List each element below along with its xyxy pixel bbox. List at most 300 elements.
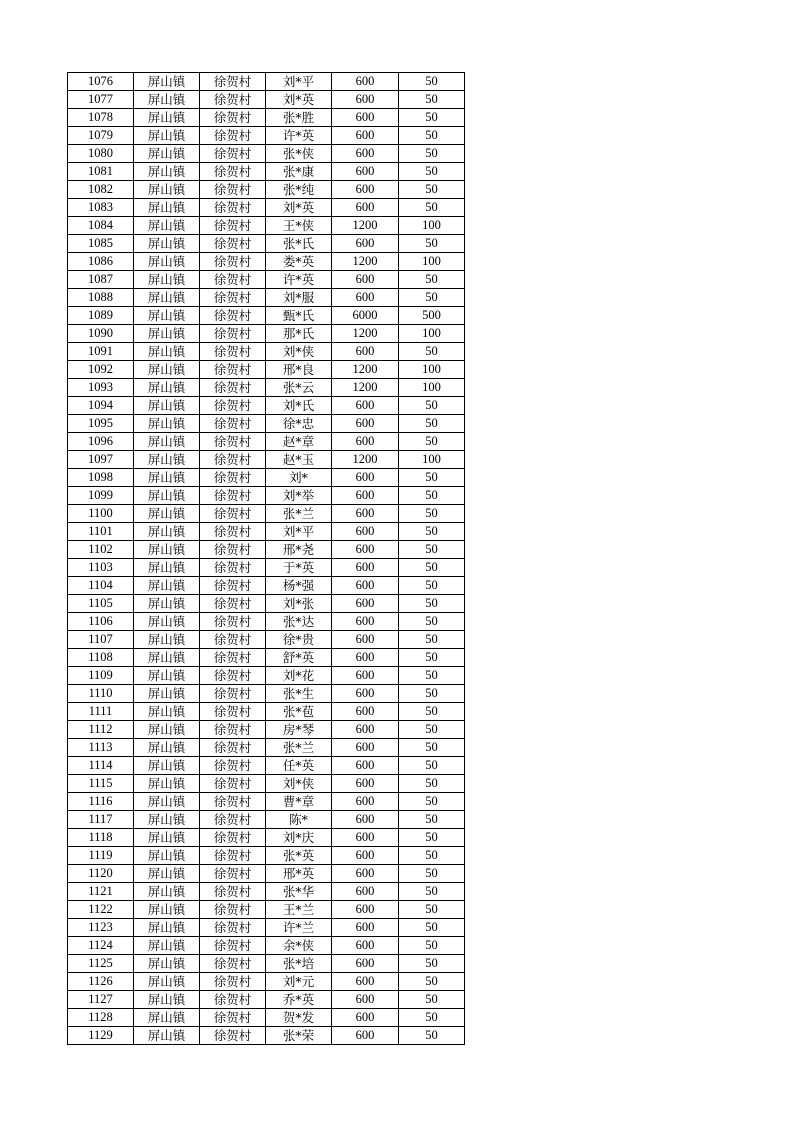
amount-cell: 600: [332, 109, 399, 127]
town-cell: 屏山镇: [134, 1009, 200, 1027]
count-cell: 50: [399, 901, 465, 919]
town-cell: 屏山镇: [134, 703, 200, 721]
name-cell: 刘*庆: [266, 829, 332, 847]
row-number-cell: 1114: [68, 757, 134, 775]
table-row: [68, 667, 465, 685]
count-cell: 50: [399, 577, 465, 595]
table-row: [68, 955, 465, 973]
row-number-cell: 1111: [68, 703, 134, 721]
count-cell: 100: [399, 253, 465, 271]
town-cell: 屏山镇: [134, 973, 200, 991]
name-cell: 刘*英: [266, 91, 332, 109]
village-cell: 徐贺村: [200, 775, 266, 793]
amount-cell: 600: [332, 847, 399, 865]
count-cell: 50: [399, 541, 465, 559]
town-cell: 屏山镇: [134, 505, 200, 523]
village-cell: 徐贺村: [200, 613, 266, 631]
town-cell: 屏山镇: [134, 865, 200, 883]
village-cell: 徐贺村: [200, 847, 266, 865]
town-cell: 屏山镇: [134, 955, 200, 973]
count-cell: 50: [399, 523, 465, 541]
town-cell: 屏山镇: [134, 73, 200, 91]
amount-cell: 600: [332, 595, 399, 613]
town-cell: 屏山镇: [134, 307, 200, 325]
name-cell: 张*苞: [266, 703, 332, 721]
amount-cell: 1200: [332, 379, 399, 397]
village-cell: 徐贺村: [200, 271, 266, 289]
name-cell: 张*纯: [266, 181, 332, 199]
name-cell: 刘*花: [266, 667, 332, 685]
village-cell: 徐贺村: [200, 955, 266, 973]
village-cell: 徐贺村: [200, 721, 266, 739]
amount-cell: 600: [332, 469, 399, 487]
village-cell: 徐贺村: [200, 757, 266, 775]
count-cell: 100: [399, 451, 465, 469]
row-number-cell: 1096: [68, 433, 134, 451]
name-cell: 张*英: [266, 847, 332, 865]
table-row: [68, 973, 465, 991]
count-cell: 50: [399, 685, 465, 703]
amount-cell: 600: [332, 739, 399, 757]
village-cell: 徐贺村: [200, 163, 266, 181]
amount-cell: 600: [332, 811, 399, 829]
count-cell: 50: [399, 955, 465, 973]
amount-cell: 600: [332, 919, 399, 937]
row-number-cell: 1110: [68, 685, 134, 703]
row-number-cell: 1112: [68, 721, 134, 739]
town-cell: 屏山镇: [134, 721, 200, 739]
table-row: [68, 685, 465, 703]
row-number-cell: 1093: [68, 379, 134, 397]
amount-cell: 600: [332, 1009, 399, 1027]
count-cell: 50: [399, 469, 465, 487]
count-cell: 50: [399, 883, 465, 901]
amount-cell: 600: [332, 883, 399, 901]
amount-cell: 600: [332, 757, 399, 775]
row-number-cell: 1124: [68, 937, 134, 955]
village-cell: 徐贺村: [200, 343, 266, 361]
count-cell: 50: [399, 919, 465, 937]
name-cell: 张*康: [266, 163, 332, 181]
amount-cell: 600: [332, 775, 399, 793]
amount-cell: 600: [332, 685, 399, 703]
town-cell: 屏山镇: [134, 271, 200, 289]
table-row: [68, 559, 465, 577]
row-number-cell: 1122: [68, 901, 134, 919]
table-row: [68, 271, 465, 289]
row-number-cell: 1097: [68, 451, 134, 469]
count-cell: 50: [399, 703, 465, 721]
town-cell: 屏山镇: [134, 775, 200, 793]
row-number-cell: 1078: [68, 109, 134, 127]
amount-cell: 600: [332, 91, 399, 109]
village-cell: 徐贺村: [200, 685, 266, 703]
table-row: [68, 541, 465, 559]
table-row: [68, 811, 465, 829]
name-cell: 房*琴: [266, 721, 332, 739]
amount-cell: 1200: [332, 325, 399, 343]
row-number-cell: 1090: [68, 325, 134, 343]
row-number-cell: 1085: [68, 235, 134, 253]
table-row: [68, 181, 465, 199]
row-number-cell: 1089: [68, 307, 134, 325]
name-cell: 刘*平: [266, 523, 332, 541]
row-number-cell: 1087: [68, 271, 134, 289]
table-row: [68, 397, 465, 415]
name-cell: 张*侠: [266, 145, 332, 163]
count-cell: 50: [399, 937, 465, 955]
village-cell: 徐贺村: [200, 919, 266, 937]
table-row: [68, 631, 465, 649]
village-cell: 徐贺村: [200, 199, 266, 217]
count-cell: 50: [399, 235, 465, 253]
village-cell: 徐贺村: [200, 865, 266, 883]
table-row: [68, 127, 465, 145]
table-row: [68, 775, 465, 793]
row-number-cell: 1095: [68, 415, 134, 433]
table-row: [68, 793, 465, 811]
village-cell: 徐贺村: [200, 235, 266, 253]
name-cell: 刘*平: [266, 73, 332, 91]
name-cell: 许*英: [266, 127, 332, 145]
town-cell: 屏山镇: [134, 127, 200, 145]
count-cell: 50: [399, 181, 465, 199]
amount-cell: 600: [332, 523, 399, 541]
name-cell: 乔*英: [266, 991, 332, 1009]
table-row: [68, 145, 465, 163]
table-row: [68, 721, 465, 739]
name-cell: 许*兰: [266, 919, 332, 937]
village-cell: 徐贺村: [200, 433, 266, 451]
town-cell: 屏山镇: [134, 757, 200, 775]
count-cell: 50: [399, 397, 465, 415]
village-cell: 徐贺村: [200, 307, 266, 325]
amount-cell: 600: [332, 505, 399, 523]
name-cell: 邢*尧: [266, 541, 332, 559]
town-cell: 屏山镇: [134, 199, 200, 217]
table-row: [68, 703, 465, 721]
count-cell: 50: [399, 613, 465, 631]
village-cell: 徐贺村: [200, 649, 266, 667]
town-cell: 屏山镇: [134, 559, 200, 577]
table-row: [68, 487, 465, 505]
name-cell: 娄*英: [266, 253, 332, 271]
row-number-cell: 1117: [68, 811, 134, 829]
amount-cell: 600: [332, 235, 399, 253]
amount-cell: 600: [332, 973, 399, 991]
amount-cell: 600: [332, 559, 399, 577]
name-cell: 张*荣: [266, 1027, 332, 1045]
count-cell: 50: [399, 559, 465, 577]
village-cell: 徐贺村: [200, 397, 266, 415]
village-cell: 徐贺村: [200, 253, 266, 271]
count-cell: 100: [399, 361, 465, 379]
amount-cell: 600: [332, 703, 399, 721]
name-cell: 王*侠: [266, 217, 332, 235]
town-cell: 屏山镇: [134, 91, 200, 109]
amount-cell: 1200: [332, 361, 399, 379]
town-cell: 屏山镇: [134, 469, 200, 487]
row-number-cell: 1106: [68, 613, 134, 631]
row-number-cell: 1079: [68, 127, 134, 145]
name-cell: 张*兰: [266, 505, 332, 523]
town-cell: 屏山镇: [134, 163, 200, 181]
name-cell: 刘*侠: [266, 343, 332, 361]
village-cell: 徐贺村: [200, 91, 266, 109]
name-cell: 张*氏: [266, 235, 332, 253]
town-cell: 屏山镇: [134, 415, 200, 433]
count-cell: 50: [399, 487, 465, 505]
count-cell: 500: [399, 307, 465, 325]
village-cell: 徐贺村: [200, 523, 266, 541]
table-row: [68, 217, 465, 235]
village-cell: 徐贺村: [200, 505, 266, 523]
town-cell: 屏山镇: [134, 613, 200, 631]
village-cell: 徐贺村: [200, 109, 266, 127]
town-cell: 屏山镇: [134, 235, 200, 253]
village-cell: 徐贺村: [200, 739, 266, 757]
village-cell: 徐贺村: [200, 127, 266, 145]
amount-cell: 600: [332, 127, 399, 145]
town-cell: 屏山镇: [134, 631, 200, 649]
name-cell: 刘*举: [266, 487, 332, 505]
village-cell: 徐贺村: [200, 991, 266, 1009]
name-cell: 邢*英: [266, 865, 332, 883]
amount-cell: 600: [332, 901, 399, 919]
table-row: [68, 379, 465, 397]
count-cell: 50: [399, 145, 465, 163]
count-cell: 50: [399, 667, 465, 685]
amount-cell: 600: [332, 163, 399, 181]
amount-cell: 1200: [332, 253, 399, 271]
name-cell: 张*胜: [266, 109, 332, 127]
name-cell: 刘*元: [266, 973, 332, 991]
name-cell: 张*云: [266, 379, 332, 397]
name-cell: 徐*忠: [266, 415, 332, 433]
name-cell: 张*达: [266, 613, 332, 631]
table-row: [68, 523, 465, 541]
village-cell: 徐贺村: [200, 577, 266, 595]
name-cell: 赵*章: [266, 433, 332, 451]
amount-cell: 600: [332, 541, 399, 559]
name-cell: 刘*侠: [266, 775, 332, 793]
row-number-cell: 1104: [68, 577, 134, 595]
row-number-cell: 1123: [68, 919, 134, 937]
town-cell: 屏山镇: [134, 847, 200, 865]
town-cell: 屏山镇: [134, 919, 200, 937]
row-number-cell: 1126: [68, 973, 134, 991]
table-row: [68, 325, 465, 343]
amount-cell: 600: [332, 865, 399, 883]
name-cell: 刘*氏: [266, 397, 332, 415]
row-number-cell: 1101: [68, 523, 134, 541]
table-row: [68, 451, 465, 469]
village-cell: 徐贺村: [200, 541, 266, 559]
row-number-cell: 1094: [68, 397, 134, 415]
table-row: [68, 91, 465, 109]
table-row: [68, 433, 465, 451]
name-cell: 曹*章: [266, 793, 332, 811]
amount-cell: 600: [332, 937, 399, 955]
town-cell: 屏山镇: [134, 937, 200, 955]
table-row: [68, 1027, 465, 1045]
amount-cell: 600: [332, 73, 399, 91]
town-cell: 屏山镇: [134, 145, 200, 163]
table-row: [68, 649, 465, 667]
table-row: [68, 307, 465, 325]
name-cell: 张*华: [266, 883, 332, 901]
count-cell: 50: [399, 739, 465, 757]
count-cell: 50: [399, 793, 465, 811]
amount-cell: 600: [332, 829, 399, 847]
name-cell: 于*英: [266, 559, 332, 577]
row-number-cell: 1102: [68, 541, 134, 559]
count-cell: 50: [399, 991, 465, 1009]
table-row: [68, 991, 465, 1009]
name-cell: 舒*英: [266, 649, 332, 667]
town-cell: 屏山镇: [134, 325, 200, 343]
name-cell: 贺*发: [266, 1009, 332, 1027]
row-number-cell: 1098: [68, 469, 134, 487]
town-cell: 屏山镇: [134, 793, 200, 811]
count-cell: 50: [399, 1009, 465, 1027]
name-cell: 甄*氏: [266, 307, 332, 325]
count-cell: 50: [399, 649, 465, 667]
row-number-cell: 1082: [68, 181, 134, 199]
amount-cell: 1200: [332, 451, 399, 469]
amount-cell: 600: [332, 667, 399, 685]
name-cell: 赵*玉: [266, 451, 332, 469]
village-cell: 徐贺村: [200, 469, 266, 487]
name-cell: 刘*张: [266, 595, 332, 613]
count-cell: 50: [399, 505, 465, 523]
amount-cell: 600: [332, 343, 399, 361]
village-cell: 徐贺村: [200, 829, 266, 847]
row-number-cell: 1092: [68, 361, 134, 379]
amount-cell: 600: [332, 397, 399, 415]
amount-cell: 600: [332, 415, 399, 433]
village-cell: 徐贺村: [200, 901, 266, 919]
table-row: [68, 883, 465, 901]
village-cell: 徐贺村: [200, 181, 266, 199]
town-cell: 屏山镇: [134, 667, 200, 685]
name-cell: 徐*贵: [266, 631, 332, 649]
table-row: [68, 739, 465, 757]
table-row: [68, 505, 465, 523]
table-row: [68, 613, 465, 631]
name-cell: 杨*强: [266, 577, 332, 595]
row-number-cell: 1100: [68, 505, 134, 523]
town-cell: 屏山镇: [134, 649, 200, 667]
village-cell: 徐贺村: [200, 1009, 266, 1027]
row-number-cell: 1120: [68, 865, 134, 883]
table-row: [68, 109, 465, 127]
amount-cell: 600: [332, 577, 399, 595]
row-number-cell: 1118: [68, 829, 134, 847]
town-cell: 屏山镇: [134, 883, 200, 901]
amount-cell: 600: [332, 433, 399, 451]
village-cell: 徐贺村: [200, 451, 266, 469]
row-number-cell: 1077: [68, 91, 134, 109]
name-cell: 任*英: [266, 757, 332, 775]
count-cell: 100: [399, 217, 465, 235]
amount-cell: 600: [332, 631, 399, 649]
row-number-cell: 1125: [68, 955, 134, 973]
table-row: [68, 415, 465, 433]
town-cell: 屏山镇: [134, 901, 200, 919]
town-cell: 屏山镇: [134, 487, 200, 505]
count-cell: 50: [399, 415, 465, 433]
village-cell: 徐贺村: [200, 973, 266, 991]
village-cell: 徐贺村: [200, 217, 266, 235]
town-cell: 屏山镇: [134, 289, 200, 307]
table-row: [68, 253, 465, 271]
count-cell: 50: [399, 433, 465, 451]
count-cell: 50: [399, 163, 465, 181]
count-cell: 50: [399, 973, 465, 991]
amount-cell: 600: [332, 793, 399, 811]
town-cell: 屏山镇: [134, 1027, 200, 1045]
count-cell: 50: [399, 847, 465, 865]
village-cell: 徐贺村: [200, 73, 266, 91]
amount-cell: 6000: [332, 307, 399, 325]
village-cell: 徐贺村: [200, 487, 266, 505]
name-cell: 那*氏: [266, 325, 332, 343]
table-row: [68, 829, 465, 847]
name-cell: 张*培: [266, 955, 332, 973]
table-row: [68, 361, 465, 379]
row-number-cell: 1129: [68, 1027, 134, 1045]
row-number-cell: 1099: [68, 487, 134, 505]
name-cell: 刘*: [266, 469, 332, 487]
village-cell: 徐贺村: [200, 883, 266, 901]
table-row: [68, 901, 465, 919]
village-cell: 徐贺村: [200, 667, 266, 685]
count-cell: 50: [399, 271, 465, 289]
table-row: [68, 757, 465, 775]
table-row: [68, 937, 465, 955]
row-number-cell: 1119: [68, 847, 134, 865]
village-cell: 徐贺村: [200, 703, 266, 721]
town-cell: 屏山镇: [134, 451, 200, 469]
amount-cell: 600: [332, 1027, 399, 1045]
count-cell: 50: [399, 289, 465, 307]
count-cell: 50: [399, 1027, 465, 1045]
town-cell: 屏山镇: [134, 343, 200, 361]
village-cell: 徐贺村: [200, 361, 266, 379]
row-number-cell: 1105: [68, 595, 134, 613]
row-number-cell: 1081: [68, 163, 134, 181]
amount-cell: 600: [332, 649, 399, 667]
village-cell: 徐贺村: [200, 1027, 266, 1045]
row-number-cell: 1103: [68, 559, 134, 577]
name-cell: 张*生: [266, 685, 332, 703]
town-cell: 屏山镇: [134, 685, 200, 703]
town-cell: 屏山镇: [134, 739, 200, 757]
amount-cell: 600: [332, 955, 399, 973]
table-row: [68, 163, 465, 181]
row-number-cell: 1128: [68, 1009, 134, 1027]
village-cell: 徐贺村: [200, 793, 266, 811]
count-cell: 50: [399, 127, 465, 145]
row-number-cell: 1109: [68, 667, 134, 685]
count-cell: 50: [399, 865, 465, 883]
row-number-cell: 1113: [68, 739, 134, 757]
village-cell: 徐贺村: [200, 631, 266, 649]
table-row: [68, 847, 465, 865]
amount-cell: 1200: [332, 217, 399, 235]
row-number-cell: 1091: [68, 343, 134, 361]
